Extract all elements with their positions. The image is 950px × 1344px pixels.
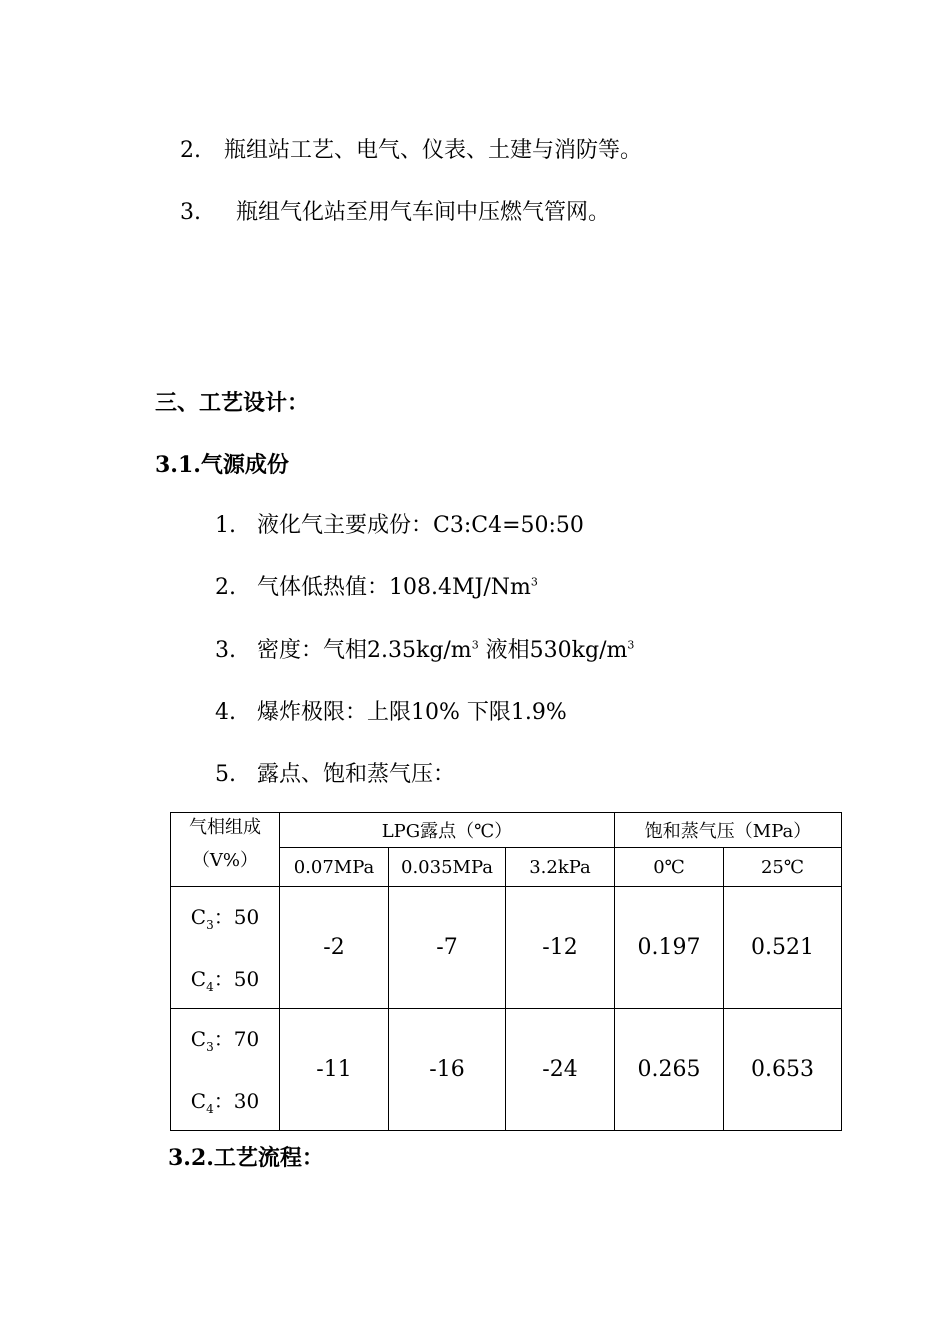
- component-value: ：50: [213, 904, 260, 929]
- gas-item-text: 露点、饱和蒸气压：: [257, 762, 456, 787]
- component-value: ：30: [213, 1088, 260, 1113]
- scope-item-number: 2.: [180, 138, 201, 163]
- gas-item-text: 气体低热值：108.4MJ/Nm: [257, 575, 531, 600]
- table-row: [171, 887, 842, 1009]
- scope-item-3: [180, 198, 610, 228]
- dewpoint-group-header: LPG露点（℃）: [280, 813, 615, 848]
- table-cell: -7: [389, 887, 506, 1009]
- component-symbol: C: [190, 966, 207, 991]
- component-subscript: 3: [206, 917, 214, 932]
- component-symbol: C: [190, 904, 207, 929]
- composition-cell: [171, 887, 280, 1009]
- superscript: 3: [471, 638, 479, 652]
- scope-item-2: [180, 136, 642, 166]
- gas-item-text: 密度：气相2.35kg/m: [257, 638, 472, 663]
- gas-item-text: 爆炸极限：上限10% 下限1.9%: [257, 700, 567, 725]
- gas-item-number: 1.: [215, 513, 236, 538]
- composition-cell: [171, 1009, 280, 1131]
- gas-item-2: [215, 573, 538, 603]
- table-cell: 0.521: [724, 887, 842, 1009]
- gas-item-3: [215, 636, 634, 666]
- column-header: 0℃: [615, 848, 724, 887]
- scope-item-number: 3.: [180, 200, 201, 225]
- composition-header-line2: （V%）: [191, 850, 259, 871]
- gas-item-number: 4.: [215, 700, 236, 725]
- table-cell: -16: [389, 1009, 506, 1131]
- section-title: 三、工艺设计：: [155, 390, 310, 416]
- gas-item-1: [215, 511, 584, 541]
- table-cell: -24: [506, 1009, 615, 1131]
- scope-item-text: 瓶组气化站至用气车间中压燃气管网。: [236, 200, 611, 225]
- table-cell: 0.265: [615, 1009, 724, 1131]
- gas-item-text: 液相530kg/m: [478, 638, 628, 663]
- gas-item-number: 2.: [215, 575, 236, 600]
- c3-composition: [171, 902, 279, 932]
- gas-item-number: 3.: [215, 638, 236, 663]
- superscript: 3: [627, 638, 635, 652]
- subsection-title: 3.1.气源成份: [155, 452, 289, 478]
- c4-composition: [171, 964, 279, 994]
- component-symbol: C: [190, 1088, 207, 1113]
- table-cell: -12: [506, 887, 615, 1009]
- subsection-title: 3.2.工艺流程：: [168, 1145, 324, 1171]
- column-header: 0.035MPa: [389, 848, 506, 887]
- superscript: 3: [530, 575, 538, 589]
- composition-header-line1: 气相组成: [189, 817, 261, 838]
- component-symbol: C: [190, 1026, 207, 1051]
- table-cell: -2: [280, 887, 389, 1009]
- component-value: ：50: [213, 966, 260, 991]
- component-subscript: 4: [206, 1101, 214, 1116]
- vapor-pressure-group-header: 饱和蒸气压（MPa）: [615, 813, 842, 848]
- gas-item-5: [215, 760, 455, 790]
- composition-header-cell: [171, 813, 280, 887]
- c3-composition: [171, 1024, 279, 1054]
- gas-item-number: 5.: [215, 762, 236, 787]
- gas-item-text: 液化气主要成份：C3:C4=50:50: [257, 513, 584, 538]
- dewpoint-pressure-table: [170, 812, 842, 1131]
- component-subscript: 3: [206, 1039, 214, 1054]
- component-subscript: 4: [206, 979, 214, 994]
- column-header: 3.2kPa: [506, 848, 615, 887]
- gas-item-4: [215, 698, 567, 728]
- column-header: 25℃: [724, 848, 842, 887]
- table-cell: 0.197: [615, 887, 724, 1009]
- table-cell: -11: [280, 1009, 389, 1131]
- table-cell: 0.653: [724, 1009, 842, 1131]
- scope-item-text: 瓶组站工艺、电气、仪表、土建与消防等。: [224, 138, 643, 163]
- c4-composition: [171, 1086, 279, 1116]
- component-value: ：70: [213, 1026, 260, 1051]
- table-row: [171, 1009, 842, 1131]
- column-header: 0.07MPa: [280, 848, 389, 887]
